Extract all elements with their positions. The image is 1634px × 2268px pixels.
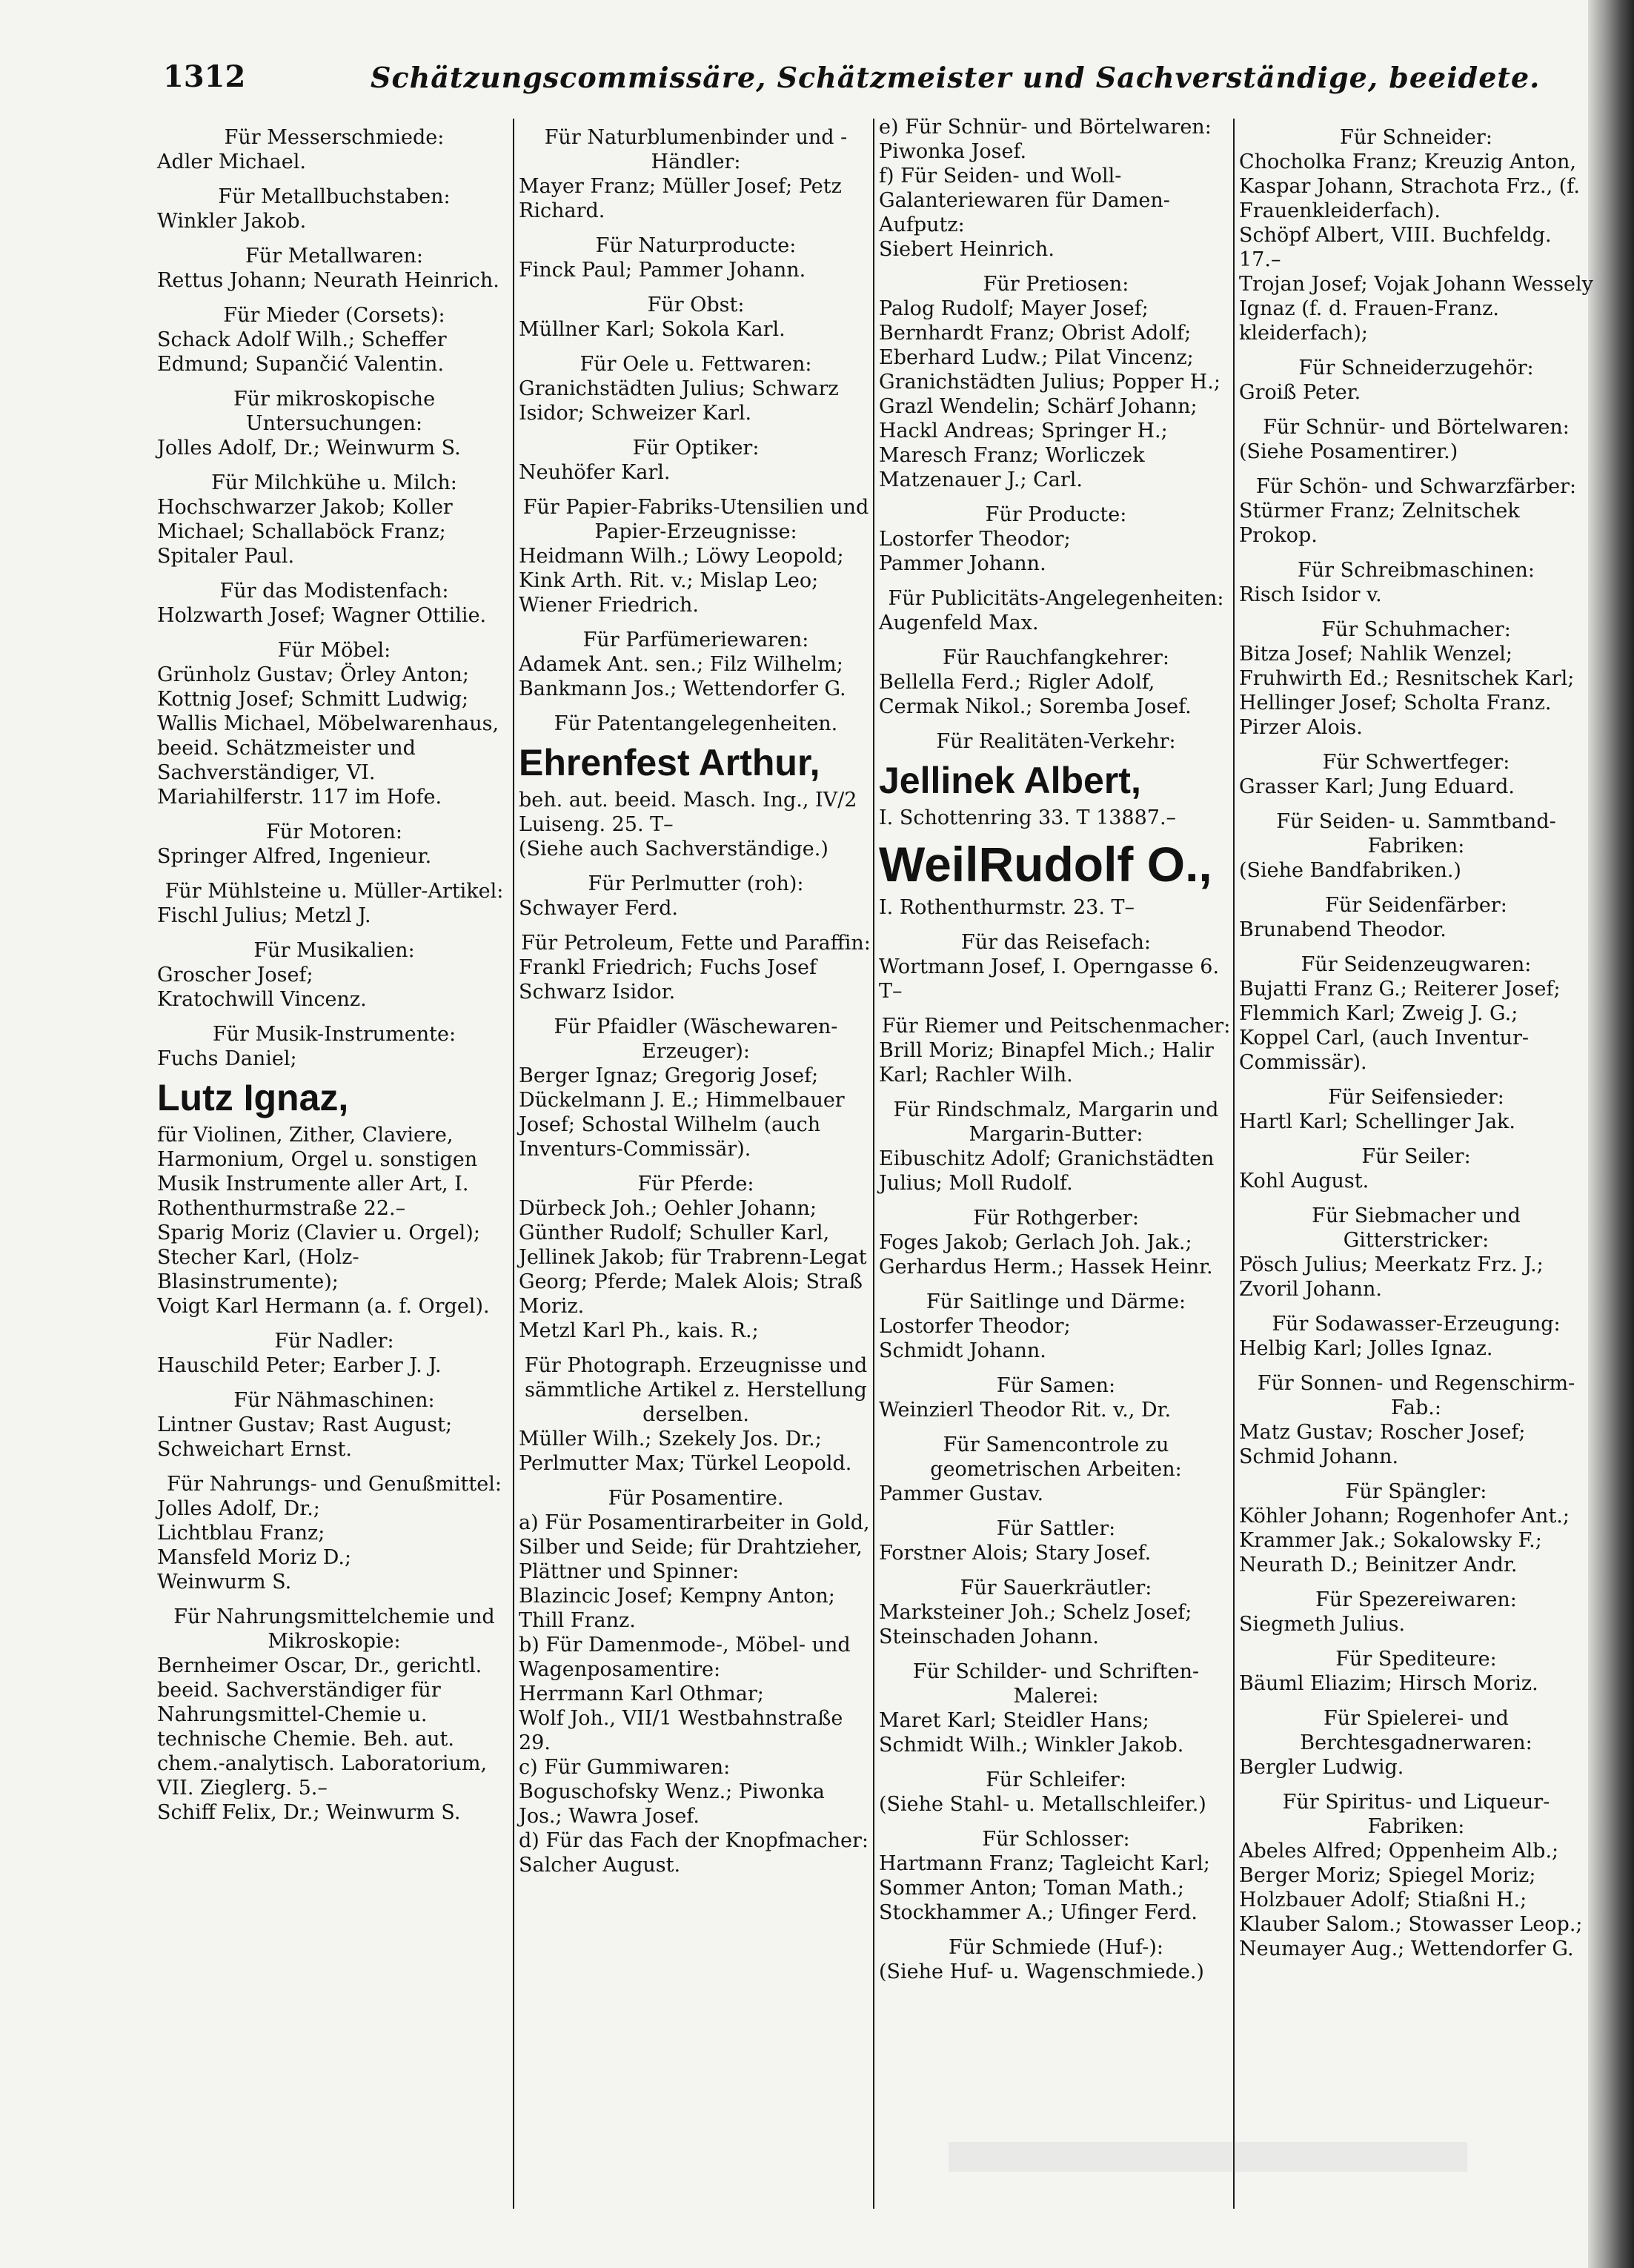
- directory-entry: Siebert Heinrich.: [879, 238, 1055, 261]
- print-bleed-through: [949, 2142, 1467, 2172]
- directory-entry: (Siehe Stahl- u. Metallschleifer.): [879, 1793, 1206, 1816]
- directory-entry: Müller Wilh.; Szekely Jos. Dr.; Perlmutter Max; Türkel Leopold.: [519, 1428, 852, 1475]
- directory-entry: Marksteiner Joh.; Schelz Josef; Steinschaden Johann.: [879, 1601, 1192, 1648]
- directory-entry: Jolles Adolf, Dr.;: [157, 1497, 320, 1520]
- directory-entry: Lintner Gustav; Rast August; Schweichart Ernst.: [157, 1413, 453, 1461]
- directory-entry: Bellella Ferd.; Rigler Adolf, Cermak Nikol.; Soremba Josef.: [879, 671, 1192, 718]
- section-heading: Für Patentangelegenheiten.: [554, 712, 838, 735]
- section-heading: Für Spezereiwaren:: [1315, 1588, 1517, 1611]
- directory-entry: beh. aut. beeid. Masch. Ing., IV/2 Luiseng. 25. T–: [519, 789, 857, 836]
- directory-entry: Metzl Karl Ph., kais. R.;: [519, 1319, 759, 1342]
- directory-entry: für Violinen, Zither, Claviere, Harmonium, Orgel u. sonstigen Musik Instrumente aller Art, I. Rothenthurmstraße 22.–: [157, 1124, 478, 1220]
- section-heading: Für Sodawasser-Erzeugung:: [1272, 1313, 1561, 1336]
- directory-entry: Neuhöfer Karl.: [519, 461, 671, 484]
- directory-entry: Palog Rudolf; Mayer Josef; Bernhardt Franz; Obrist Adolf; Eberhard Ludw.; Pilat Vincenz; Granichstädten Julius; Popper H.; Grazl Wendelin; Schärf Johann; Hackl Andreas; Springer H.; Maresch Franz; Worliczek Matzenauer J.; Carl.: [879, 297, 1220, 491]
- directory-entry: Fuchs Daniel;: [157, 1047, 297, 1070]
- directory-entry: Schiff Felix, Dr.; Weinwurm S.: [157, 1801, 461, 1824]
- section-heading: Für Rothgerber:: [973, 1207, 1139, 1230]
- directory-entry: Grasser Karl; Jung Eduard.: [1239, 775, 1515, 798]
- section-heading: Für Mieder (Corsets):: [223, 304, 445, 327]
- directory-entry: Herrmann Karl Othmar;: [519, 1682, 764, 1705]
- featured-advertiser-name: Ehrenfest Arthur,: [519, 742, 820, 783]
- column-2: [519, 115, 873, 1877]
- directory-entry: Wolf Joh., VII/1 Westbahnstraße 29.: [519, 1707, 843, 1754]
- directory-entry: Rettus Johann; Neurath Heinrich.: [157, 269, 499, 292]
- directory-entry: e) Für Schnür- und Börtelwaren:: [879, 116, 1212, 139]
- section-heading: Für Seifensieder:: [1328, 1086, 1504, 1109]
- section-heading: Für Naturproducte:: [595, 234, 797, 257]
- section-heading: Für Spielerei- und Berchtesgadnerwaren:: [1300, 1707, 1532, 1754]
- directory-entry: Bujatti Franz G.; Reiterer Josef; Flemmich Karl; Zweig J. G.;: [1239, 978, 1561, 1025]
- section-heading: Für Metallbuchstaben:: [218, 185, 451, 208]
- section-heading: Für Nähmaschinen:: [233, 1389, 435, 1412]
- directory-entry: (Siehe Huf- u. Wagenschmiede.): [879, 1960, 1204, 1983]
- directory-entry: Grünholz Gustav; Örley Anton; Kottnig Josef; Schmitt Ludwig;: [157, 663, 470, 711]
- directory-entry: Hartmann Franz; Tagleicht Karl; Sommer Anton; Toman Math.; Stockhammer A.; Ufinger Ferd.: [879, 1852, 1210, 1924]
- column-rule-1: [513, 119, 514, 2209]
- directory-entry: Holzwarth Josef; Wagner Ottilie.: [157, 604, 487, 627]
- directory-entry: Lichtblau Franz;: [157, 1522, 325, 1545]
- section-heading: Für Nadler:: [274, 1330, 394, 1353]
- directory-entry: Schmidt Johann.: [879, 1339, 1046, 1362]
- section-heading: Für Siebmacher und Gitterstricker:: [1312, 1204, 1521, 1252]
- section-heading: Für Pretiosen:: [983, 273, 1129, 296]
- directory-entry: Lostorfer Theodor;: [879, 1315, 1071, 1338]
- section-heading: Für Möbel:: [277, 639, 391, 662]
- section-heading: Für Publicitäts-Angelegenheiten:: [888, 587, 1224, 610]
- directory-entry: Winkler Jakob.: [157, 210, 307, 233]
- page-number: 1312: [163, 59, 246, 94]
- directory-entry: Pösch Julius; Meerkatz Frz. J.; Zvoril Johann.: [1239, 1253, 1544, 1301]
- section-heading: Für Motoren:: [266, 820, 402, 843]
- section-heading: Für Posamentire.: [608, 1487, 784, 1510]
- directory-entry: Bergler Ludwig.: [1239, 1756, 1404, 1779]
- directory-entry: Abeles Alfred; Oppenheim Alb.; Berger Moriz; Spiegel Moriz; Holzbauer Adolf; Stiaßni H.; Klauber Salom.; Stowasser Leop.; Neumayer Aug.; Wettendorfer G.: [1239, 1840, 1583, 1960]
- section-heading: Für Musik-Instrumente:: [212, 1023, 456, 1046]
- directory-entry: Siegmeth Julius.: [1239, 1613, 1406, 1636]
- section-heading: Für Mühlsteine u. Müller-Artikel:: [165, 880, 504, 903]
- directory-entry: Helbig Karl; Jolles Ignaz.: [1239, 1337, 1493, 1360]
- directory-entry: Bitza Josef; Nahlik Wenzel; Fruhwirth Ed.; Resnitschek Karl; Hellinger Josef; Scholta Franz. Pirzer Alois.: [1239, 643, 1575, 739]
- directory-entry: Wallis Michael, Möbelwarenhaus, beeid. Schätzmeister und Sachverständiger, VI. Mariahilferstr. 117 im Hofe.: [157, 712, 499, 809]
- directory-entry: Kratochwill Vincenz.: [157, 988, 367, 1011]
- directory-entry: I. Rothenthurmstr. 23. T–: [879, 896, 1135, 919]
- section-heading: Für Samen:: [996, 1374, 1116, 1397]
- section-heading: Für Papier-Fabriks-Utensilien und Papier-Erzeugnisse:: [522, 496, 869, 543]
- column-3: [879, 115, 1233, 1984]
- section-heading: Für Schmiede (Huf-):: [949, 1936, 1163, 1959]
- directory-entry: Kohl August.: [1239, 1170, 1369, 1193]
- directory-entry: Chocholka Franz; Kreuzig Anton, Kaspar Johann, Strachota Frz., (f. Frauenkleiderfach).: [1239, 150, 1580, 222]
- directory-entry: Stürmer Franz; Zelnitschek Prokop.: [1239, 500, 1520, 547]
- directory-entry: Mayer Franz; Müller Josef; Petz Richard.: [519, 175, 842, 222]
- directory-entry: Brunabend Theodor.: [1239, 918, 1447, 941]
- section-heading: Für Spediteure:: [1335, 1648, 1497, 1671]
- section-heading: Für Schilder- und Schriften-Malerei:: [912, 1660, 1200, 1708]
- directory-entry: Boguschofsky Wenz.; Piwonka Jos.; Wawra Josef.: [519, 1780, 825, 1828]
- section-heading: Für Spängler:: [1345, 1480, 1487, 1503]
- directory-entry: Eibuschitz Adolf; Granichstädten Julius; Moll Rudolf.: [879, 1147, 1215, 1195]
- directory-entry: (Siehe Bandfabriken.): [1239, 859, 1461, 882]
- section-heading: Für Seidenzeugwaren:: [1301, 953, 1532, 976]
- directory-entry: Risch Isidor v.: [1239, 583, 1382, 606]
- section-heading: Für Petroleum, Fette und Paraffin:: [521, 932, 871, 955]
- section-heading: Für Riemer und Peitschenmacher:: [881, 1015, 1231, 1038]
- directory-entry: Hauschild Peter; Earber J. J.: [157, 1354, 442, 1377]
- section-heading: Für Schuhmacher:: [1321, 618, 1511, 641]
- running-head: Schätzungscommissäre, Schätzmeister und Sachverständige, beeidete.: [371, 61, 1541, 94]
- section-heading: Für Seiden- u. Sammtband-Fabriken:: [1276, 810, 1556, 858]
- section-heading: Für Rauchfangkehrer:: [943, 646, 1169, 669]
- directory-entry: Frankl Friedrich; Fuchs Josef Schwarz Isidor.: [519, 956, 817, 1004]
- section-heading: Für Messerschmiede:: [224, 126, 445, 149]
- section-heading: Für Schneider:: [1340, 126, 1492, 149]
- directory-entry: Foges Jakob; Gerlach Joh. Jak.; Gerhardus Herm.; Hassek Heinr.: [879, 1231, 1213, 1279]
- directory-entry: Groiß Peter.: [1239, 381, 1361, 404]
- column-rule-3: [1233, 119, 1235, 2209]
- directory-entry: Springer Alfred, Ingenieur.: [157, 845, 432, 868]
- directory-entry: Schack Adolf Wilh.; Scheffer Edmund; Supančić Valentin.: [157, 328, 447, 376]
- directory-entry: Bernheimer Oscar, Dr., gerichtl. beeid. Sachverständiger für Nahrungsmittel-Chemie u. technische Chemie. Beh. aut. chem.-analytisch. Laboratorium, VII. Zieglerg. 5.–: [157, 1654, 488, 1800]
- section-heading: Für Schlosser:: [982, 1828, 1130, 1851]
- column-4: [1239, 115, 1593, 1961]
- section-heading: Für Schwertfeger:: [1322, 751, 1510, 774]
- directory-entry: b) Für Damenmode-, Möbel- und Wagenposamentire:: [519, 1634, 851, 1681]
- directory-entry: Salcher August.: [519, 1854, 681, 1877]
- directory-entry: Pammer Gustav.: [879, 1482, 1044, 1505]
- directory-entry: Forstner Alois; Stary Josef.: [879, 1542, 1152, 1565]
- directory-entry: Wortmann Josef, I. Operngasse 6. T–: [879, 955, 1220, 1003]
- directory-entry: Finck Paul; Pammer Johann.: [519, 259, 806, 282]
- directory-entry: (Siehe Posamentirer.): [1239, 440, 1458, 463]
- section-heading: Für Photograph. Erzeugnisse und sämmtliche Artikel z. Herstellung derselben.: [524, 1354, 868, 1426]
- section-heading: Für Realitäten-Verkehr:: [936, 730, 1176, 753]
- directory-entry: Piwonka Josef.: [879, 140, 1027, 163]
- section-heading: Für Schleifer:: [986, 1768, 1126, 1791]
- section-heading: Für Schneiderzugehör:: [1298, 357, 1534, 379]
- section-heading: Für Rindschmalz, Margarin und Margarin-Butter:: [893, 1098, 1219, 1146]
- directory-entry: Berger Ignaz; Gregorig Josef; Dückelmann J. E.; Himmelbauer Josef; Schostal Wilhelm (auch Inventurs-Commissär).: [519, 1064, 845, 1161]
- section-heading: Für Schnür- und Börtelwaren:: [1263, 416, 1570, 439]
- directory-entry: Bäuml Eliazim; Hirsch Moriz.: [1239, 1672, 1538, 1695]
- directory-entry: Heidmann Wilh.; Löwy Leopold; Kink Arth. Rit. v.; Mislap Leo; Wiener Friedrich.: [519, 545, 844, 617]
- directory-entry: Maret Karl; Steidler Hans; Schmidt Wilh.; Winkler Jakob.: [879, 1709, 1184, 1757]
- featured-advertiser-name: Lutz Ignaz,: [157, 1077, 349, 1118]
- directory-entry: Köhler Johann; Rogenhofer Ant.; Krammer Jak.; Sokalowsky F.; Neurath D.; Beinitzer Andr.: [1239, 1505, 1570, 1576]
- section-heading: Für Sauerkräutler:: [960, 1576, 1152, 1599]
- section-heading: Für Naturblumenbinder und -Händler:: [544, 126, 848, 173]
- directory-entry: Weinwurm S.: [157, 1571, 292, 1594]
- section-heading: Für Obst:: [647, 294, 745, 316]
- directory-entry: f) Für Seiden- und Woll-Galanteriewaren für Damen-Aufputz:: [879, 165, 1170, 236]
- section-heading: Für Sattler:: [996, 1517, 1116, 1540]
- directory-entry: c) Für Gummiwaren:: [519, 1756, 731, 1779]
- directory-entry: Weinzierl Theodor Rit. v., Dr.: [879, 1399, 1172, 1422]
- section-heading: Für Milchkühe u. Milch:: [211, 471, 457, 494]
- directory-entry: Jolles Adolf, Dr.; Weinwurm S.: [157, 437, 461, 460]
- section-heading: Für Spiritus- und Liqueur-Fabriken:: [1282, 1791, 1550, 1838]
- directory-entry: Schöpf Albert, VIII. Buchfeldg. 17.–: [1239, 224, 1552, 271]
- directory-entry: Koppel Carl, (auch Inventur-Commissär).: [1239, 1027, 1529, 1074]
- directory-entry: Schwayer Ferd.: [519, 897, 678, 920]
- directory-entry: Müllner Karl; Sokola Karl.: [519, 318, 786, 341]
- featured-advertiser-name: Jellinek Albert,: [879, 760, 1141, 801]
- section-heading: Für Seidenfärber:: [1325, 894, 1507, 917]
- section-heading: Für Parfümeriewaren:: [582, 629, 809, 651]
- section-heading: Für das Modistenfach:: [219, 580, 449, 603]
- section-heading: Für Samencontrole zu geometrischen Arbeiten:: [930, 1433, 1182, 1481]
- section-heading: Für mikroskopische Untersuchungen:: [233, 388, 436, 435]
- directory-entry: Hochschwarzer Jakob; Koller Michael; Schallaböck Franz; Spitaler Paul.: [157, 496, 453, 568]
- directory-entry: Trojan Josef; Vojak Johann Wessely Ignaz (f. d. Frauen-Franz. kleiderfach);: [1239, 273, 1593, 345]
- directory-entry: I. Schottenring 33. T 13887.–: [879, 806, 1177, 829]
- section-heading: Für Seiler:: [1361, 1145, 1471, 1168]
- section-heading: Für Oele u. Fettwaren:: [579, 353, 812, 376]
- directory-entry: Matz Gustav; Roscher Josef; Schmid Johann.: [1239, 1421, 1526, 1468]
- directory-entry: Hartl Karl; Schellinger Jak.: [1239, 1110, 1516, 1133]
- section-heading: Für Nahrungsmittelchemie und Mikroskopie:: [173, 1605, 495, 1653]
- section-heading: Für Perlmutter (roh):: [588, 872, 804, 895]
- directory-entry: a) Für Posamentirarbeiter in Gold, Silber und Seide; für Drahtzieher, Plättner und Spinner:: [519, 1511, 870, 1583]
- directory-entry: Adler Michael.: [157, 150, 306, 173]
- directory-entry: Sparig Moriz (Clavier u. Orgel); Stecher Karl, (Holz-Blasinstrumente);: [157, 1221, 480, 1293]
- section-heading: Für Sonnen- und Regenschirm-Fab.:: [1257, 1372, 1575, 1419]
- directory-entry: Brill Moriz; Binapfel Mich.; Halir Karl; Rachler Wilh.: [879, 1039, 1214, 1087]
- directory-entry: Granichstädten Julius; Schwarz Isidor; Schweizer Karl.: [519, 377, 839, 425]
- featured-advertiser-name: WeilRudolf O.,: [879, 837, 1212, 892]
- directory-entry: Dürbeck Joh.; Oehler Johann; Günther Rudolf; Schuller Karl, Jellinek Jakob; für Trabrenn-Legat Georg; Pferde; Malek Alois; Straß Moriz.: [519, 1197, 867, 1318]
- directory-entry: Voigt Karl Hermann (a. f. Orgel).: [157, 1295, 490, 1318]
- column-rule-2: [873, 119, 874, 2209]
- directory-entry: Mansfeld Moriz D.;: [157, 1546, 352, 1569]
- directory-entry: Blazincic Josef; Kempny Anton; Thill Franz.: [519, 1585, 835, 1632]
- section-heading: Für das Reisefach:: [961, 931, 1151, 954]
- directory-entry: Groscher Josef;: [157, 964, 313, 987]
- section-heading: Für Pfaidler (Wäschewaren-Erzeuger):: [554, 1015, 838, 1063]
- section-heading: Für Metallwaren:: [245, 245, 424, 268]
- section-heading: Für Nahrungs- und Genußmittel:: [167, 1473, 502, 1496]
- book-binding-edge: [1588, 0, 1634, 2268]
- directory-entry: Augenfeld Max.: [879, 611, 1039, 634]
- section-heading: Für Optiker:: [632, 437, 760, 460]
- section-heading: Für Musikalien:: [253, 939, 415, 962]
- directory-entry: Lostorfer Theodor;: [879, 528, 1071, 551]
- section-heading: Für Schön- und Schwarzfärber:: [1255, 475, 1577, 498]
- section-heading: Für Producte:: [985, 503, 1127, 526]
- directory-entry: (Siehe auch Sachverständige.): [519, 838, 828, 861]
- section-heading: Für Schreibmaschinen:: [1298, 559, 1535, 582]
- section-heading: Für Saitlinge und Därme:: [926, 1290, 1186, 1313]
- directory-entry: d) Für das Fach der Knopfmacher:: [519, 1829, 869, 1852]
- directory-entry: Adamek Ant. sen.; Filz Wilhelm; Bankmann Jos.; Wettendorfer G.: [519, 653, 846, 700]
- directory-entry: Fischl Julius; Metzl J.: [157, 904, 371, 927]
- directory-entry: Pammer Johann.: [879, 552, 1046, 575]
- column-1: [157, 115, 511, 1825]
- section-heading: Für Pferde:: [637, 1173, 754, 1196]
